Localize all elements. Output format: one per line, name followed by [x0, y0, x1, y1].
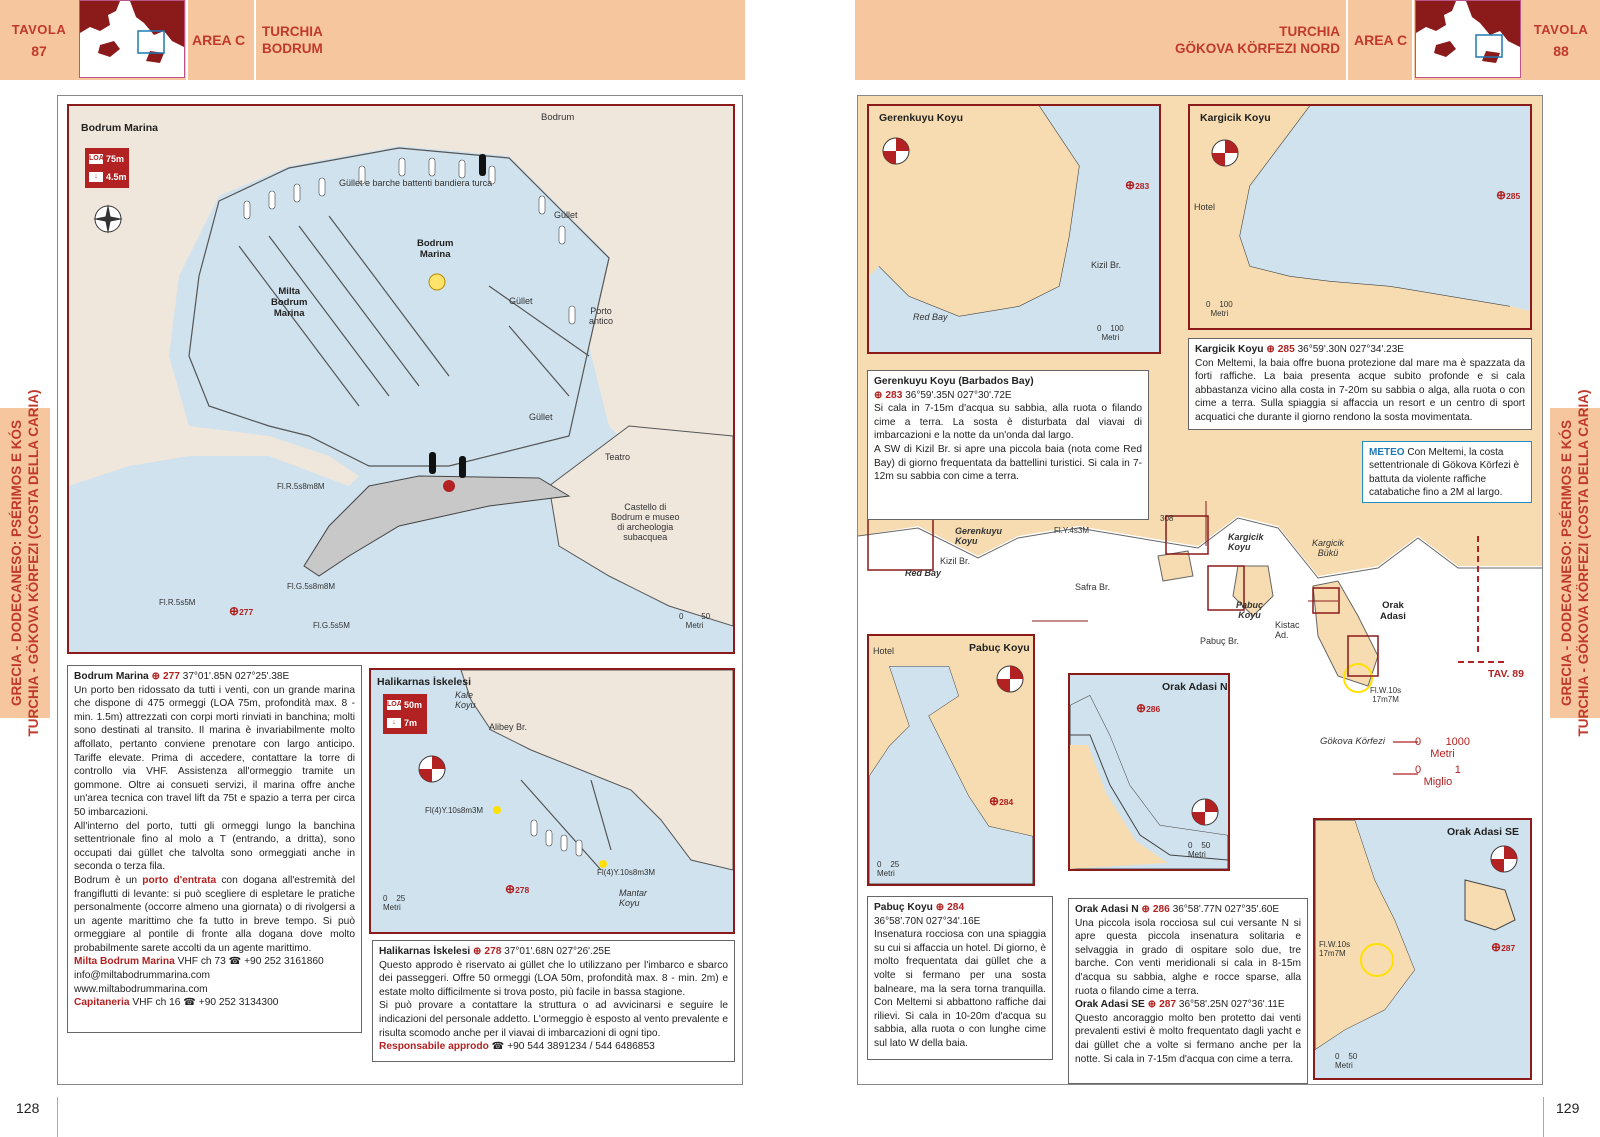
waypoint-icon: ⊕ — [989, 794, 1000, 808]
bodrum-marina-text — [67, 665, 362, 1033]
left-title-line1: TURCHIA — [262, 24, 323, 39]
gerenkuyu-para-2: A SW di Kizil Br. si apre una piccola baia (nota come Red Bay) di giorno frequentata da battellini turistici. Si cala in 7-12m su sabbia con cime a terra. — [874, 443, 1142, 483]
left-tavola-number: 87 — [31, 42, 47, 59]
compass-rose-icon — [415, 752, 449, 786]
pabuc-map — [867, 634, 1035, 886]
right-header-title — [1040, 0, 1340, 80]
bodrum-contact-email[interactable]: info@miltabodrummarina.com — [74, 970, 211, 982]
bodrum-text-name: Bodrum Marina — [74, 671, 149, 682]
label-gullet-turca: Güllet e barche battenti bandiera turca — [339, 178, 493, 188]
gerenkuyu-scale — [1097, 324, 1124, 342]
left-side-tab-line2: TURCHIA - GÖKOVA KÖRFEZI (COSTA DELLA CARIA) — [26, 389, 41, 737]
bodrum-contact-2-vhf: VHF ch 16 ☎ +90 252 3134300 — [132, 997, 279, 1009]
bodrum-contact-web[interactable]: www.miltabodrummarina.com — [74, 983, 208, 995]
bodrum-para-3b: porto d'entrata — [142, 874, 217, 886]
bodrum-loa-box — [85, 148, 129, 188]
halikarnas-scale-values: 0 25 — [383, 894, 406, 903]
bodrum-scale — [679, 612, 710, 630]
waypoint-285 — [1496, 188, 1520, 202]
right-side-tab — [1550, 389, 1600, 737]
overview-tav89[interactable]: TAV. 89 — [1488, 668, 1524, 680]
orak-se-heading — [1075, 998, 1301, 1012]
left-title-line2: BODRUM — [262, 41, 323, 56]
gerenkuyu-scale-unit: Metri — [1101, 333, 1120, 342]
compass-rose-icon — [879, 134, 913, 168]
waypoint-287 — [1491, 940, 1515, 954]
kargicik-text-coord: 36°59'.30N 027°34'.23E — [1297, 344, 1404, 355]
gerenkuyu-para-1: Si cala in 7-15m d'acqua su sabbia, alla ruota o filando cime a terra. La sosta è disturbata dal viavai di imbarcazioni e la notte da un'onda dal largo. — [874, 403, 1142, 442]
compass-rose-icon — [1208, 136, 1242, 170]
orak-n-scale — [1188, 841, 1210, 859]
label-gullet-2: Güllet — [509, 296, 533, 306]
orak-n-coord: 36°58'.77N 027°35'.60E — [1172, 904, 1280, 915]
halikarnas-text — [372, 940, 735, 1062]
orak-n-map-title: Orak Adasi N — [1162, 681, 1228, 693]
kargicik-scale-unit: Metri — [1210, 309, 1229, 318]
left-tavola — [0, 0, 78, 80]
halikarnas-contact-phone: ☎ +90 544 3891234 / 544 6486853 — [491, 1041, 655, 1053]
waypoint-283 — [1125, 178, 1149, 192]
halikarnas-scale — [383, 894, 405, 912]
orak-se-scale-values: 0 50 — [1335, 1052, 1358, 1061]
halikarnas-depth-value: 7m — [404, 718, 418, 728]
bodrum-contact-2-name: Capitaneria — [74, 997, 130, 1009]
bodrum-depth-row — [87, 168, 127, 186]
overview-scale-1-values: 0 1000 — [1415, 736, 1471, 748]
loa-icon: LOA — [387, 701, 402, 708]
loa-icon: LOA — [89, 155, 104, 162]
label-halikarnas-light-2: Fl(4)Y.10s8m3M — [597, 868, 656, 877]
bodrum-scale-values: 0 50 — [679, 612, 711, 621]
waypoint-icon: ⊕ — [505, 882, 516, 896]
right-tavola — [1522, 0, 1600, 80]
orak-se-wp: 287 — [1159, 999, 1177, 1011]
gerenkuyu-map — [867, 104, 1161, 354]
label-light-2: Fl.G.5s8m8M — [287, 582, 336, 591]
pabuc-para-1: Insenatura rocciosa con una spiaggia su cui si affaccia un hotel. Di giorno, è molto frequentata dai güllet che a volte si fermano per una sosta balneare, ma la sera torna tranquilla. Con Meltemi si abbattono raffiche dai rilievi. Si cala in 10-20m d'acqua su sabbia, alla ruota o con lunghe cime sul lato W della baia. — [874, 929, 1046, 1049]
label-kale-koyu: Kale Koyu — [455, 690, 476, 710]
kargicik-scale-values: 0 100 — [1206, 300, 1233, 309]
label-teatro: Teatro — [605, 452, 631, 462]
kargicik-text-wp: 285 — [1277, 344, 1295, 355]
waypoint-284-label: 284 — [999, 797, 1014, 807]
orak-n-heading — [1075, 903, 1301, 917]
pabuc-text-coord: 36°58'.70N 027°34'.16E — [874, 915, 981, 927]
overview-orak: Orak Adasi — [1380, 600, 1406, 622]
bodrum-marina-map — [67, 104, 735, 654]
right-area — [1354, 0, 1414, 80]
overview-scale-2 — [1415, 764, 1461, 788]
overview-pabuc: Pabuç Koyu — [1236, 600, 1264, 620]
bodrum-map-title: Bodrum Marina — [81, 122, 159, 134]
waypoint-283-label: 283 — [1135, 181, 1150, 191]
waypoint-285-label: 285 — [1506, 191, 1521, 201]
bodrum-scale-unit: Metri — [685, 621, 704, 630]
waypoint-icon: ⊕ — [473, 946, 482, 957]
label-red-bay: Red Bay — [913, 312, 948, 322]
waypoint-icon: ⊕ — [1141, 904, 1150, 915]
right-title-line1: TURCHIA — [1279, 24, 1340, 39]
label-gullet-3: Güllet — [529, 412, 553, 422]
overview-scale-1 — [1415, 736, 1470, 760]
overview-gerenkuyu: Gerenkuyu Koyu — [955, 526, 1003, 546]
waypoint-icon: ⊕ — [874, 389, 883, 401]
left-page-bottom-rule — [57, 1097, 58, 1137]
waypoint-icon: ⊕ — [151, 671, 161, 682]
kargicik-para-1: Con Meltemi, la baia offre buona protezione dal mare ma è spazzata da forti raffiche. La baia presenta acque subito profonde e si cala abbastanza vicino alla costa in 7-20m su sabbia o alga, alla ruota o con cime a terra. Sulla spiaggia si affaccia un resort e un centro di sport acquatici che durante il giorno rendono la sosta movimentata. — [1195, 357, 1525, 423]
waypoint-icon: ⊕ — [1496, 188, 1507, 202]
bodrum-text-wp: 277 — [162, 671, 180, 682]
overview-kargicik-buku: Kargicik Bükü — [1312, 538, 1345, 558]
right-page-bottom-rule — [1543, 1097, 1544, 1137]
right-page-number: 129 — [1556, 1100, 1580, 1116]
compass-rose-icon — [91, 202, 125, 236]
kargicik-map-title: Kargicik Koyu — [1200, 112, 1271, 124]
pabuc-map-title: Pabuç Koyu — [969, 642, 1030, 654]
orak-n-para: Una piccola isola rocciosa sul cui versante N si apre questa piccola insenatura solitaria e selvaggia in grado di ospitare solo due, tre barche. Con venti meridionali si cala in 8-15m d'acqua su sabbia, alghe e rocce sparse, alla ruota o filando cime a terra. — [1075, 917, 1301, 997]
kargicik-text — [1188, 338, 1532, 430]
orak-se-name: Orak Adasi SE — [1075, 999, 1145, 1011]
compass-rose-icon — [1487, 842, 1521, 876]
left-area-label: AREA C — [192, 32, 246, 48]
bodrum-contact-2 — [74, 996, 355, 1010]
right-tavola-label: TAVOLA — [1533, 21, 1589, 37]
orak-n-scale-unit: Metri — [1188, 850, 1206, 859]
label-bodrum: Bodrum — [541, 112, 575, 123]
left-header-separator-2 — [254, 0, 256, 80]
label-castello: Castello di Bodrum e museo di archeologia subacquea — [611, 502, 680, 542]
label-mantar-koyu: Mantar Koyu — [619, 888, 648, 908]
left-tavola-label: TAVOLA — [11, 21, 67, 37]
halikarnas-text-wp: 278 — [484, 946, 502, 957]
overview-red-bay: Red Bay — [905, 568, 942, 578]
halikarnas-scale-unit: Metri — [383, 903, 401, 912]
overview-pabuc-br: Pabuç Br. — [1200, 636, 1240, 646]
pabuc-text-wp: 284 — [947, 902, 965, 913]
overview-safra: Safra Br. — [1075, 582, 1111, 592]
kargicik-text-heading — [1195, 343, 1525, 357]
gerenkuyu-text-heading — [874, 389, 1142, 403]
right-locator-map — [1415, 0, 1521, 78]
orak-se-scale — [1335, 1052, 1357, 1070]
orak-se-coord: 36°58'.25N 027°36'.11E — [1178, 999, 1285, 1011]
label-milta: Milta Bodrum Marina — [271, 286, 308, 319]
left-side-tab — [0, 389, 50, 737]
bodrum-contact-1-vhf: VHF ch 73 ☎ +90 252 3161860 — [177, 956, 324, 968]
pabuc-text — [867, 896, 1053, 1060]
kargicik-map — [1188, 104, 1532, 330]
pabuc-hotel: Hotel — [873, 646, 895, 656]
orak-text — [1068, 898, 1308, 1084]
label-light-3: Fl.R.5s5M — [159, 598, 196, 607]
halikarnas-text-heading — [379, 945, 728, 959]
pabuc-scale-values: 0 25 — [877, 860, 900, 869]
pabuc-scale-unit: Metri — [877, 869, 895, 878]
halikarnas-text-name: Halikarnas İskelesi — [379, 946, 471, 957]
pabuc-text-name: Pabuç Koyu — [874, 902, 933, 913]
bodrum-text-heading — [74, 670, 355, 684]
halikarnas-para-1: Questo approdo è riservato ai güllet che lo utilizzano per l'imbarco e sbarco dei passeggeri. Offre 50 ormeggi (LOA 50m, profondità max. 8 - min. 2m) e estate molto difficilmente si trova posto, più facile in bassa stagione. — [379, 959, 728, 998]
meteo-box — [1362, 441, 1532, 503]
gerenkuyu-scale-values: 0 100 — [1097, 324, 1124, 333]
bodrum-para-2: All'interno del porto, tutti gli ormeggi lungo la banchina settentrionale fino al molo a T (entrando, a dritta), sono occupati dai güllet che talvolta sono ormeggiati anche in seconda o terza fila. — [74, 820, 355, 873]
pabuc-text-heading — [874, 901, 1046, 915]
overview-kistac: Kistac Ad. — [1275, 620, 1300, 640]
label-light-4: Fl.G.5s5M — [313, 621, 350, 630]
halikarnas-contact — [379, 1040, 728, 1054]
bodrum-depth-value: 4.5m — [106, 172, 127, 182]
orak-n-name: Orak Adasi N — [1075, 904, 1139, 915]
overview-kargicik: Kargicik Koyu — [1228, 532, 1264, 552]
kargicik-scale — [1206, 300, 1233, 318]
left-locator-map — [79, 0, 185, 78]
waypoint-277-label: 277 — [239, 607, 254, 617]
depth-icon: ↓ — [89, 172, 103, 182]
meteo-label: METEO — [1369, 447, 1405, 458]
depth-icon: ↓ — [387, 718, 401, 728]
waypoint-icon: ⊕ — [229, 604, 240, 618]
gerenkuyu-map-title: Gerenkuyu Koyu — [879, 112, 964, 124]
orak-se-map-title: Orak Adasi SE — [1447, 826, 1519, 838]
bodrum-contact-1-name: Milta Bodrum Marina — [74, 956, 175, 968]
right-header-separator-1 — [1346, 0, 1348, 80]
gerenkuyu-text-wp: 283 — [885, 389, 903, 401]
label-kizil: Kizil Br. — [1091, 260, 1122, 270]
right-header-separator-2 — [1412, 0, 1414, 80]
waypoint-icon: ⊕ — [1147, 999, 1157, 1011]
waypoint-icon: ⊕ — [1136, 701, 1147, 715]
waypoint-icon: ⊕ — [1266, 344, 1275, 355]
orak-n-scale-values: 0 50 — [1188, 841, 1211, 850]
halikarnas-loa-row — [385, 696, 425, 714]
overview-kizil: Kizil Br. — [940, 556, 971, 566]
orak-n-map — [1068, 673, 1230, 871]
bodrum-para-3c: con dogana all'estremità del frangiflutti di levante: si può scegliere di espletare le pratiche personalmente (occorre almeno una giornata) o di rivolgersi a un agente marittimo che fa tutto in breve tempo. Si può ormeggiare al pontile di fronte alla dogana dove molto probabilmente sarete accolti da un agente marittimo. — [74, 874, 355, 954]
gerenkuyu-text-name: Gerenkuyu Koyu (Barbados Bay) — [874, 376, 1034, 387]
left-page-number: 128 — [16, 1100, 40, 1116]
waypoint-284 — [989, 794, 1013, 808]
meteo-text: Con Meltemi, la costa settentrionale di Gökova Körfezi è battuta da violente raffiche catabatiche fino a 2M al largo. — [1369, 447, 1520, 499]
right-area-label: AREA C — [1354, 32, 1408, 48]
overview-gokova: Gökova Körfezi — [1320, 736, 1385, 747]
overview-light-1: Fl.Y.4s3M — [1054, 526, 1089, 535]
label-hotel: Hotel — [1194, 202, 1216, 212]
compass-rose-icon — [993, 662, 1027, 696]
waypoint-icon: ⊕ — [935, 902, 945, 913]
bodrum-para-3 — [74, 874, 355, 956]
halikarnas-loa-value: 50m — [404, 700, 423, 710]
bodrum-para-3a: Bodrum è un — [74, 874, 143, 886]
label-light-1: Fl.R.5s8m8M — [277, 482, 325, 491]
gerenkuyu-text — [867, 370, 1149, 520]
overview-light-2: Fl.W.10s 17m7M — [1370, 686, 1402, 704]
waypoint-icon: ⊕ — [1125, 178, 1136, 192]
left-side-tab-text — [8, 390, 42, 737]
left-header-separator-1 — [186, 0, 188, 80]
overview-scale-2-values: 0 1 — [1415, 764, 1461, 776]
halikarnas-text-coord: 37°01'.68N 027°26'.25E — [504, 946, 611, 957]
halikarnas-depth-row — [385, 714, 425, 732]
bodrum-contact-1 — [74, 955, 355, 969]
waypoint-icon: ⊕ — [1491, 940, 1502, 954]
label-porto-antico: Porto antico — [589, 306, 614, 326]
bodrum-text-coord: 37°01'.85N 027°25'.38E — [182, 671, 290, 682]
overview-scale-2-unit: Miglio — [1423, 776, 1453, 788]
waypoint-278-label: 278 — [515, 885, 530, 895]
left-header-title — [262, 0, 562, 80]
halikarnas-loa-box — [383, 694, 427, 734]
orak-se-scale-unit: Metri — [1335, 1061, 1353, 1070]
halikarnas-contact-name: Responsabile approdo — [379, 1041, 489, 1053]
right-tavola-number: 88 — [1553, 42, 1569, 59]
halikarnas-map-title: Halikarnas İskelesi — [377, 676, 471, 688]
orak-se-map — [1313, 818, 1532, 1080]
label-gullet-1: Güllet — [554, 210, 578, 220]
orak-se-para: Questo ancoraggio molto ben protetto dai venti prevalenti estivi è molto frequentato dagli yacht e dai güllet che a volte si fermano anche per la notte. Si cala in 7-15m d'acqua con cime a terra. — [1075, 1012, 1301, 1065]
orak-n-wp: 286 — [1152, 904, 1170, 915]
label-bodrum-marina: Bodrum Marina — [417, 238, 454, 260]
bodrum-loa-row — [87, 150, 127, 168]
kargicik-text-name: Kargicik Koyu — [1195, 344, 1264, 355]
waypoint-277 — [229, 604, 253, 618]
left-area — [192, 0, 252, 80]
gerenkuyu-text-coord: 36°59'.35N 027°30'.72E — [905, 389, 1012, 401]
right-title-line2: GÖKOVA KÖRFEZI NORD — [1175, 41, 1340, 56]
waypoint-286 — [1136, 701, 1160, 715]
bodrum-loa-value: 75m — [106, 154, 125, 164]
pabuc-scale — [877, 860, 899, 878]
compass-rose-icon — [1188, 795, 1222, 829]
right-side-tab-text — [1558, 390, 1592, 737]
waypoint-286-label: 286 — [1146, 704, 1161, 714]
waypoint-278 — [505, 882, 529, 896]
locator-map-graphic — [1416, 1, 1520, 77]
right-side-tab-line1: GRECIA - DODECANESO: PSÉRIMOS E KÓS — [1559, 419, 1574, 707]
left-side-tab-line1: GRECIA - DODECANESO: PSÉRIMOS E KÓS — [9, 419, 24, 707]
label-alibey: Alibey Br. — [489, 722, 528, 732]
locator-map-graphic — [80, 1, 184, 77]
label-halikarnas-light-1: Fl(4)Y.10s8m3M — [425, 806, 484, 815]
halikarnas-map — [369, 668, 735, 934]
halikarnas-para-2: Si può provare a contattare la struttura o ad avvicinarsi e seguire le indicazioni del personale addetto. L'ormeggio è esposto al vento prevalente e risulta scomodo anche per il viavai di imbarcazioni di ogni tipo. — [379, 1000, 728, 1039]
right-side-tab-line2: TURCHIA - GÖKOVA KÖRFEZI (COSTA DELLA CARIA) — [1576, 389, 1591, 737]
bodrum-para-1: Un porto ben ridossato da tutti i venti, con un grande marina che dispone di 475 ormeggi (LOA 75m, profondità max. 8 - min. 1.5m) attrezzati con corpi morti rinviati in banchina; molti sono destinati al transito. Il marina è invariabilmente molto affollato, pertanto conviene prenotare con largo anticipo. Tariffe elevate. Prima di accedere, contattare la torre di controllo via VHF. Assistenza all'ormeggio tramite un gommone. Oltre ai consueti servizi, il marina offre anche un'area tecnica con travel lift da 75t e spazio a terra per circa 50 imbarcazioni. — [74, 684, 355, 818]
overview-scale-1-unit: Metri — [1430, 748, 1455, 760]
waypoint-287-label: 287 — [1501, 943, 1516, 953]
overview-308: 308 — [1160, 514, 1174, 523]
orak-se-light: Fl.W.10s 17m7M — [1319, 940, 1351, 958]
